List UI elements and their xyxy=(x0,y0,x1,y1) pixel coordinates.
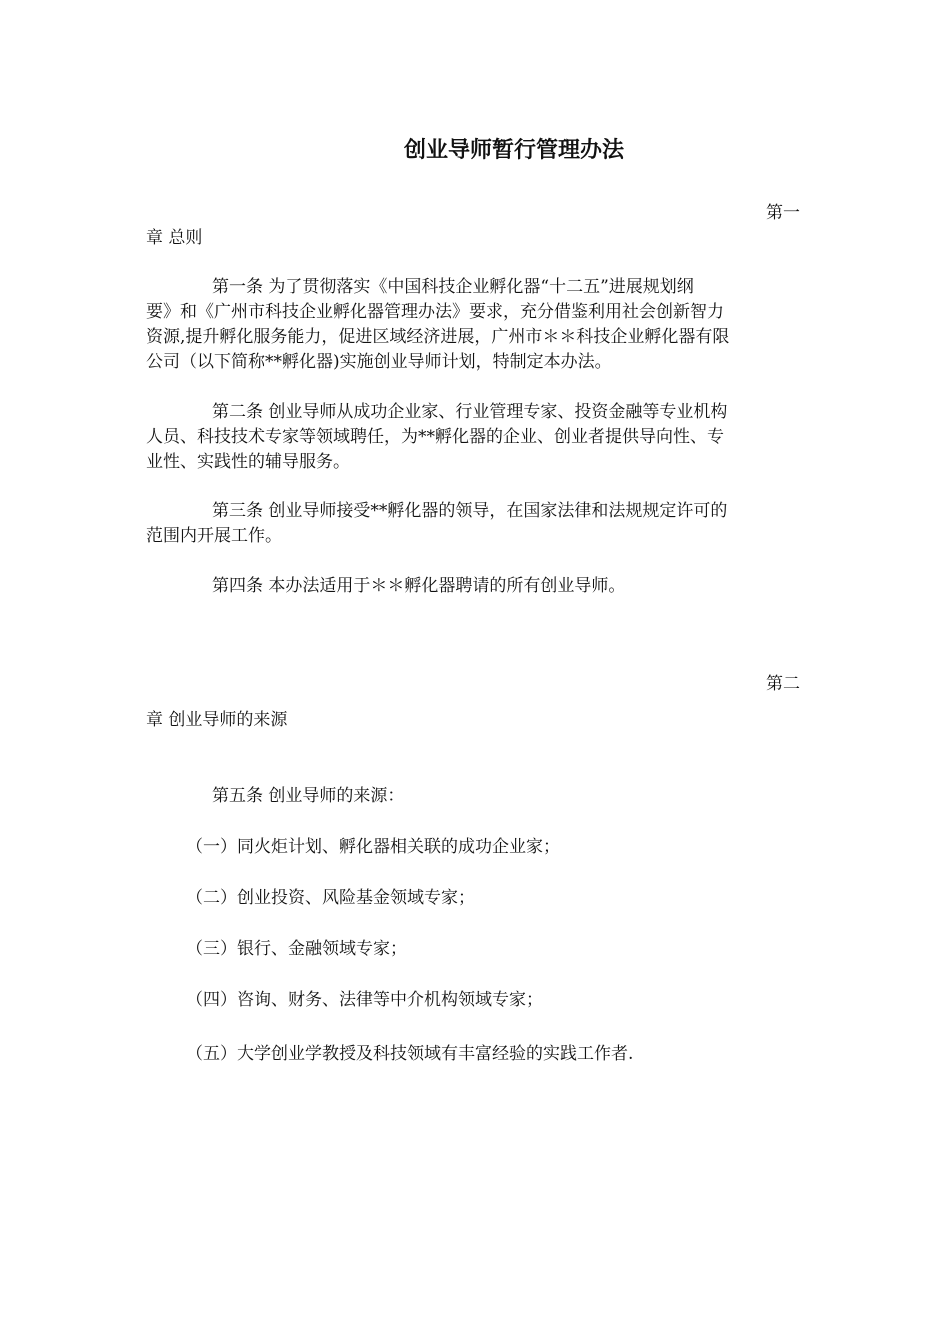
list-item: （四）咨询、财务、法律等中介机构领域专家； xyxy=(186,990,543,1010)
article-1-line: 第一条 为了贯彻落实《中国科技企业孵化器“十二五”进展规划纲 xyxy=(212,277,694,297)
article-2-line: 第二条 创业导师从成功企业家、行业管理专家、投资金融等专业机构 xyxy=(212,402,728,422)
article-3-line: 第三条 创业导师接受**孵化器的领导，在国家法律和法规规定许可的 xyxy=(212,501,728,521)
article-4-line: 第四条 本办法适用于＊＊孵化器聘请的所有创业导师。 xyxy=(212,576,626,596)
article-5-line: 第五条 创业导师的来源： xyxy=(212,786,405,806)
list-item: （三）银行、金融领域专家； xyxy=(186,939,407,959)
chapter-2-title: 章 创业导师的来源 xyxy=(146,710,288,730)
article-2-line: 业性、实践性的辅导服务。 xyxy=(146,452,350,472)
list-item: （一）同火炬计划、孵化器相关联的成功企业家； xyxy=(186,837,560,857)
list-item: （五）大学创业学教授及科技领域有丰富经验的实践工作者. xyxy=(186,1044,634,1064)
article-2-line: 人员、科技技术专家等领域聘任，为**孵化器的企业、创业者提供导向性、专 xyxy=(146,427,724,447)
chapter-2-number: 第二 xyxy=(766,674,800,694)
article-3-line: 范围内开展工作。 xyxy=(146,526,282,546)
chapter-1-number: 第一 xyxy=(766,203,800,223)
article-1-line: 要》和《广州市科技企业孵化器管理办法》要求，充分借鉴利用社会创新智力 xyxy=(146,302,724,322)
document-title: 创业导师暂行管理办法 xyxy=(404,138,625,163)
article-1-line: 资源,提升孵化服务能力，促进区域经济进展，广州市＊＊科技企业孵化器有限 xyxy=(146,327,730,347)
list-item: （二）创业投资、风险基金领域专家； xyxy=(186,888,475,908)
article-1-line: 公司（以下简称**孵化器)实施创业导师计划，特制定本办法。 xyxy=(146,352,612,372)
chapter-1-title: 章 总则 xyxy=(146,228,203,248)
